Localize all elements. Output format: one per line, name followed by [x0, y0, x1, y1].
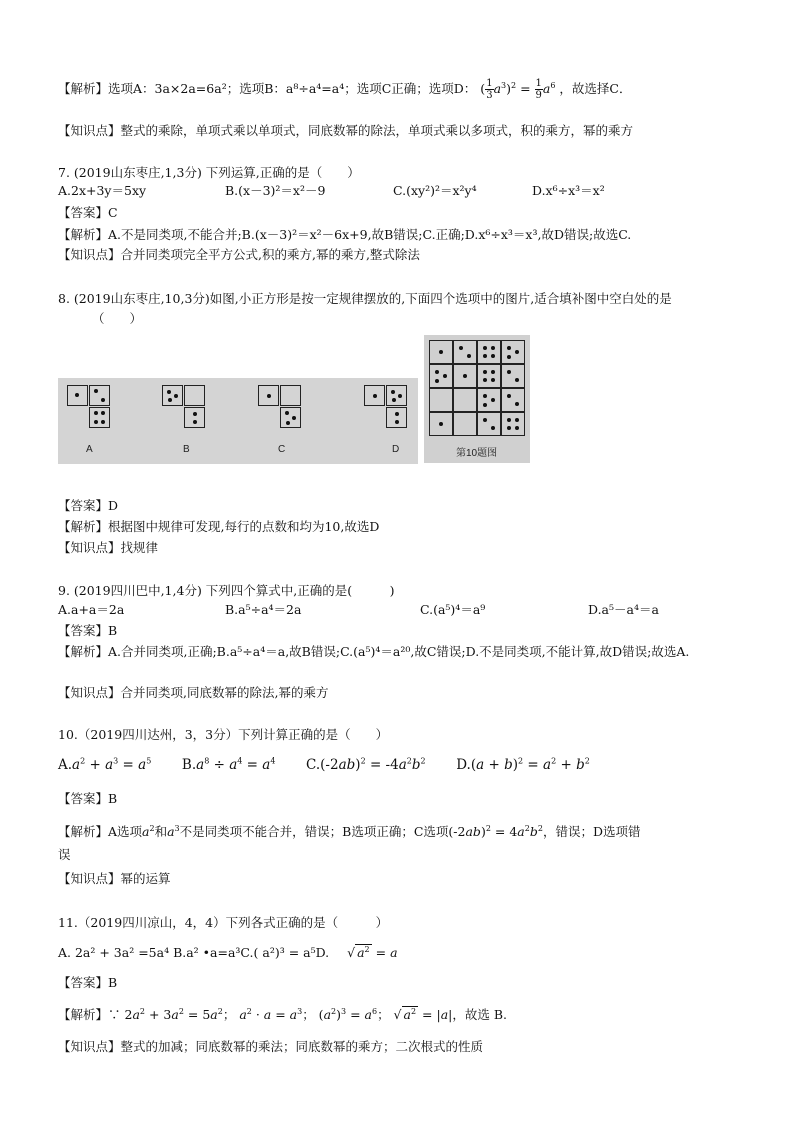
q10-explanation-cont: 误 [58, 847, 71, 862]
q11-option-d-expr: √ $a^2 = a$ [347, 944, 398, 960]
prev-explanation-conclusion: ，故选择C． [559, 81, 632, 96]
q10-knowledge-points: 【知识点】幂的运算 [58, 871, 171, 886]
q10-option-c: $C.(-2ab)^2 = -4a^2b^2$ [306, 756, 426, 773]
q8-option-b-label: B [183, 444, 190, 455]
q8-answer: 【答案】D [58, 498, 119, 513]
q8-option-d-label: D [392, 444, 400, 455]
q9-title: 9. (2019四川巴中,1,4分) 下列四个算式中,正确的是( ) [58, 583, 395, 598]
q8-knowledge-points: 【知识点】找规律 [58, 540, 159, 555]
q7-option-a: A.2x+3y＝5xy [58, 183, 147, 198]
q8-dot-grid [429, 340, 525, 436]
q8-grid-image [424, 335, 530, 463]
q10-option-d: $D.(a + b)^2 = a^2 + b^2$ [456, 756, 590, 773]
q9-option-c: C.(a⁵)⁴＝a⁹ [420, 602, 486, 617]
q11-explanation: 【解析】∵ $2a^2 + 3a^2 = 5a^2$； $a^2 \cdot a = a^3$； $(a^2)^3 = a^6$； √ $a^2 = |a|$，故选 B. [58, 1006, 508, 1022]
prev-knowledge-points: 【知识点】整式的乘除，单项式乘以单项式，同底数幂的除法，单项式乘以多项式，积的乘方，幂的乘方 [58, 123, 634, 138]
q7-title: 7. (2019山东枣庄,1,3分) 下列运算,正确的是（ ） [58, 165, 360, 180]
q10-explanation: 【解析】A选项$a^2$和$a^3$不是同类项不能合并，错误；B选项正确；C选项$(-2ab)^2 = 4a^2b^2$，错误；D选项错 [58, 823, 641, 839]
q11-options [58, 944, 398, 961]
q10-option-b: $B.a^8 \div a^4 = a^4$ [181, 756, 276, 773]
q11-title: 11.（2019四川凉山，4，4）下列各式正确的是（ ） [58, 915, 389, 930]
fraction-expression: ( $\frac{1}{3}$ $a^3)^2$ = $\frac{1}{9}$ $a^6$ [480, 78, 556, 101]
q10-options [58, 757, 590, 774]
q11-answer: 【答案】B [58, 975, 118, 990]
q8-explanation: 【解析】根据图中规律可发现,每行的点数和均为10,故选D [58, 519, 380, 534]
q9-knowledge-points: 【知识点】合并同类项,同底数幂的除法,幂的乘方 [58, 685, 329, 700]
q9-option-d: D.a⁵－a⁴＝a [588, 602, 659, 617]
q10-answer: 【答案】B [58, 791, 118, 806]
q9-option-a: A.a+a＝2a [58, 602, 125, 617]
q9-option-b: B.a⁵÷a⁴＝2a [225, 602, 302, 617]
prev-explanation-text: 【解析】选项A：3a×2a=6a²；选项B：a⁸÷a⁴=a⁴；选项C正确；选项D： [58, 81, 477, 96]
q11-options-text: A. 2a² + 3a² =5a⁴ B.a² •a=a³C.( a²)³ = a⁵D. [58, 945, 330, 960]
q9-answer: 【答案】B [58, 623, 118, 638]
q10-title: 10.（2019四川达州，3，3分）下列计算正确的是（ ） [58, 727, 389, 742]
q8-title: 8. (2019山东枣庄,10,3分)如图,小正方形是按一定规律摆放的,下面四个选项中的图片,适合填补图中空白处的是 [58, 291, 672, 306]
q8-answer-paren: （ ） [92, 311, 143, 326]
q8-option-a-label: A [86, 444, 93, 455]
q8-options-image [58, 378, 418, 464]
q8-grid-caption: 第10题图 [456, 448, 498, 459]
q7-option-d: D.x⁶÷x³＝x² [532, 183, 605, 198]
q8-option-c-label: C [278, 444, 286, 455]
prev-explanation [58, 78, 632, 101]
q7-option-b: B.(x－3)²＝x²－9 [225, 183, 326, 198]
q11-knowledge-points: 【知识点】整式的加减；同底数幂的乘法；同底数幂的乘方；二次根式的性质 [58, 1039, 484, 1054]
q10-option-a: $A.a^2 + a^3 = a^5$ [58, 756, 152, 773]
q7-answer: 【答案】C [58, 205, 118, 220]
q7-explanation: 【解析】A.不是同类项,不能合并;B.(x－3)²＝x²－6x+9,故B错误;C.正确;D.x⁶÷x³＝x³,故D错误;故选C. [58, 227, 632, 242]
q7-option-c: C.(xy²)²＝x²y⁴ [393, 183, 477, 198]
q7-knowledge-points: 【知识点】合并同类项完全平方公式,积的乘方,幂的乘方,整式除法 [58, 247, 420, 262]
q9-explanation: 【解析】A.合并同类项,正确;B.a⁵÷a⁴＝a,故B错误;C.(a⁵)⁴＝a²⁰,故C错误;D.不是同类项,不能计算,故D错误;故选A. [58, 644, 690, 659]
